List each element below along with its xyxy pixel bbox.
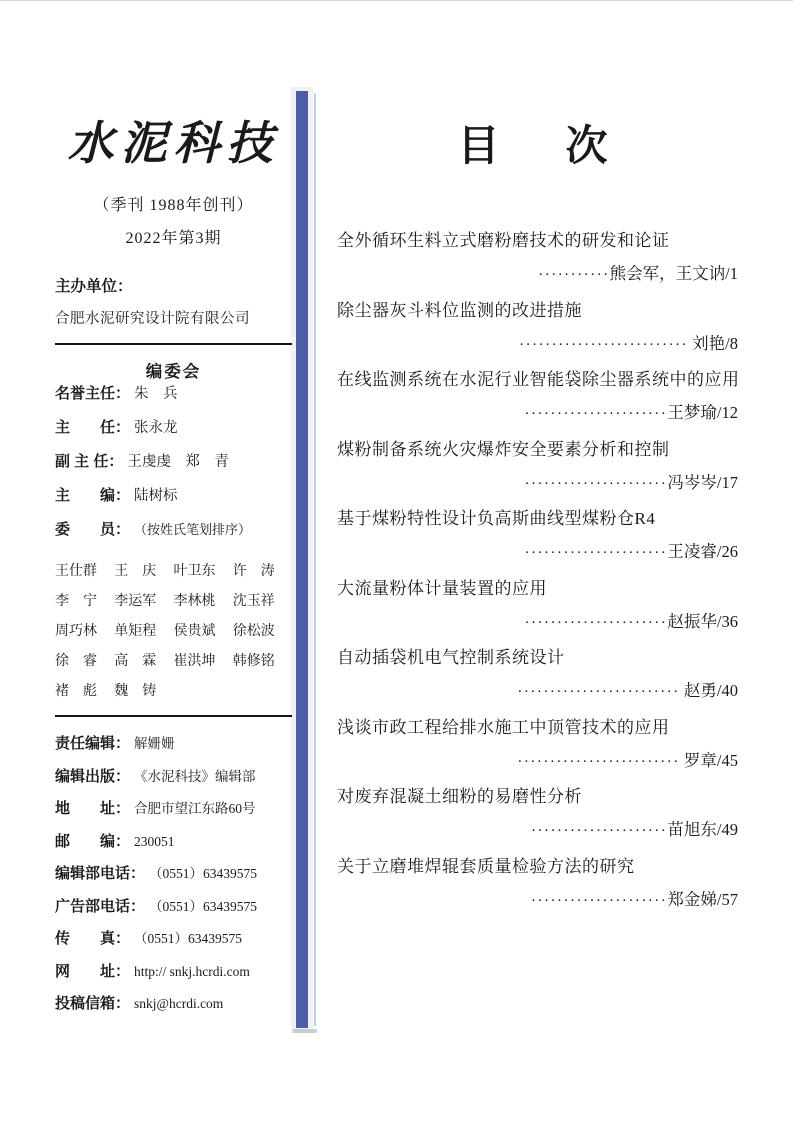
journal-subtitle-frequency: （季刊 1988年创刊） [93, 197, 254, 214]
toc-author-page: 赵振华/36 [667, 611, 738, 631]
toc-item-title: 自动插袋机电气控制系统设计 [337, 648, 565, 667]
contact-value: （0551）63439575 [149, 866, 258, 881]
board-member: 王仕群 [55, 564, 97, 579]
divider-rule-bottom [55, 715, 292, 717]
toc-item-4 [337, 434, 740, 504]
toc-title: 目 次 [457, 121, 620, 170]
board-row-label: 名誉主任： [55, 385, 131, 402]
toc-item-6 [337, 573, 740, 643]
toc-author-page: 熊会军，王文讷/1 [609, 264, 738, 283]
toc-author-page: 王凌睿/26 [667, 542, 738, 561]
contact-row-postcode [55, 830, 292, 863]
toc-item-author-page [337, 326, 740, 363]
toc-item-author-page [337, 465, 740, 502]
toc-item-title: 煤粉制备系统火灾爆炸安全要素分析和控制 [337, 439, 670, 459]
toc-item-author-page [337, 812, 740, 849]
board-member: 周巧林 [55, 624, 97, 639]
board-member: 高 霖 [114, 654, 157, 669]
toc-item-author-page [337, 743, 740, 780]
divider-rule-top [55, 343, 292, 345]
toc-item-author-page [337, 256, 740, 293]
contact-label: 邮 编： [55, 832, 131, 850]
toc-item-author-page [337, 395, 740, 432]
toc-leader-dots: ······················ [524, 475, 668, 492]
toc-leader-dots: ························· [517, 753, 680, 770]
board-member: 许 涛 [232, 564, 275, 579]
toc-list [337, 225, 740, 920]
toc-author-page: 王梦瑜/12 [667, 403, 738, 422]
contact-label: 责任编辑： [55, 735, 131, 752]
contact-value: 合肥市望江东路60号 [134, 801, 256, 816]
contact-label: 编辑出版： [55, 767, 131, 785]
toc-author-page: 冯岑岑/17 [667, 472, 738, 492]
contact-label: 投稿信箱： [55, 995, 131, 1012]
toc-item-2 [337, 295, 740, 365]
contact-label: 网 址： [55, 962, 131, 980]
contact-row-advertising-phone [55, 895, 292, 928]
contact-label: 地 址： [55, 800, 131, 817]
toc-author-page: 郑金娣/57 [667, 889, 738, 909]
journal-issue: 2022年第3期 [125, 230, 222, 247]
toc-leader-dots: ······················ [524, 614, 668, 631]
toc-item-5 [337, 503, 740, 573]
toc-author-page: 赵勇/40 [679, 681, 738, 700]
toc-leader-dots: ··········· [538, 267, 610, 283]
contact-row-managing-editor [55, 732, 292, 765]
toc-author-page: 刘艳/8 [688, 333, 738, 353]
board-row-director [55, 416, 292, 450]
toc-leader-dots: ·························· [519, 336, 689, 353]
contact-value: 《水泥科技》编辑部 [134, 768, 256, 784]
toc-author-page: 罗章/45 [679, 750, 738, 770]
contact-info [55, 732, 292, 1025]
contact-row-fax [55, 927, 292, 960]
contact-value: 解姗姗 [134, 736, 175, 751]
board-member: 侯贵斌 [173, 624, 216, 639]
board-member: 魏 铸 [114, 684, 157, 699]
toc-item-title: 关于立磨堆焊辊套质量检验方法的研究 [337, 856, 635, 876]
toc-leader-dots: ······················ [524, 545, 668, 561]
toc-item-1 [337, 225, 740, 295]
board-member: 韩修铭 [232, 654, 275, 669]
contact-value: 230051 [134, 833, 175, 849]
board-row-label: 主 任： [55, 419, 131, 436]
contact-row-editorial-phone [55, 862, 292, 895]
toc-item-title: 浅谈市政工程给排水施工中顶管技术的应用 [337, 717, 670, 737]
toc-item-title: 在线监测系统在水泥行业智能袋除尘器系统中的应用 [337, 370, 740, 389]
board-row-label: 主 编： [55, 487, 131, 504]
toc-item-title: 除尘器灰斗料位监测的改进措施 [337, 300, 582, 320]
board-member: 沈玉祥 [232, 594, 275, 609]
contact-value: snkj@hcrdi.com [134, 996, 224, 1011]
board-row-honorary-director [55, 382, 292, 416]
board-row-members [55, 518, 292, 552]
contact-row-website [55, 960, 292, 993]
toc-item-author-page [337, 604, 740, 641]
toc-item-author-page [337, 673, 740, 710]
contact-value: （0551）63439575 [149, 898, 258, 914]
toc-item-7 [337, 642, 740, 712]
toc-item-9 [337, 781, 740, 851]
board-member: 李 宁 [55, 594, 97, 609]
board-row-value: 陆树标 [134, 488, 178, 504]
board-member: 叶卫东 [173, 564, 216, 579]
board-row-label: 委 员： [55, 521, 131, 538]
toc-item-10 [337, 851, 740, 921]
toc-item-8 [337, 712, 740, 782]
board-row-value: 王虔虔 郑 青 [127, 454, 229, 470]
toc-leader-dots: ························· [517, 684, 680, 700]
board-member: 李林桃 [173, 594, 216, 609]
toc-leader-dots: ····················· [531, 892, 668, 909]
sponsor-name: 合肥水泥研究设计院有限公司 [55, 311, 250, 327]
board-member: 王 庆 [114, 564, 157, 579]
contact-label: 传 真： [55, 930, 131, 947]
toc-item-author-page [337, 882, 740, 919]
contact-label: 编辑部电话： [55, 865, 146, 882]
divider-bar-accent-line [314, 93, 316, 1026]
toc-item-3 [337, 364, 740, 434]
board-members-grid [55, 560, 292, 700]
board-row-chief-editor [55, 484, 292, 518]
contact-row-address [55, 797, 292, 830]
toc-item-title: 全外循环生料立式磨粉磨技术的研发和论证 [337, 231, 670, 250]
toc-author-page: 苗旭东/49 [667, 820, 738, 839]
toc-item-title: 大流量粉体计量装置的应用 [337, 578, 547, 598]
board-row-value: 张永龙 [134, 420, 178, 436]
board-member: 单矩程 [114, 624, 157, 639]
toc-item-title: 对废弃混凝土细粉的易磨性分析 [337, 787, 582, 806]
board-row-value: （按姓氏笔划排序） [134, 522, 252, 537]
board-member: 徐 睿 [55, 654, 97, 669]
table-of-contents [337, 118, 740, 920]
board-member: 徐松波 [232, 624, 275, 639]
board-row-value: 朱 兵 [134, 386, 178, 402]
contact-value: http:// snkj.hcrdi.com [134, 963, 250, 979]
divider-bar-shadow [293, 1029, 317, 1033]
divider-bar [296, 91, 308, 1028]
contact-value: （0551）63439575 [134, 931, 243, 946]
contact-label: 广告部电话： [55, 897, 146, 915]
contact-row-publisher [55, 765, 292, 798]
journal-title: 水泥科技 [67, 116, 280, 170]
sponsor-label: 主办单位： [55, 278, 133, 295]
board-member: 褚 彪 [55, 684, 97, 699]
left-column [55, 108, 292, 1025]
editorial-board-heading: 编委会 [145, 363, 202, 381]
board-member: 李运军 [114, 594, 157, 609]
toc-item-author-page [337, 534, 740, 571]
toc-item-title: 基于煤粉特性设计负高斯曲线型煤粉仓R4 [337, 509, 656, 528]
board-row-deputy-director [55, 450, 292, 484]
contact-row-submission-email [55, 992, 292, 1025]
toc-leader-dots: ······················ [524, 406, 668, 422]
board-row-label: 副 主 任： [55, 453, 124, 470]
toc-leader-dots: ····················· [531, 823, 668, 839]
board-member: 崔洪坤 [173, 654, 216, 669]
page-top-edge [0, 0, 793, 1]
